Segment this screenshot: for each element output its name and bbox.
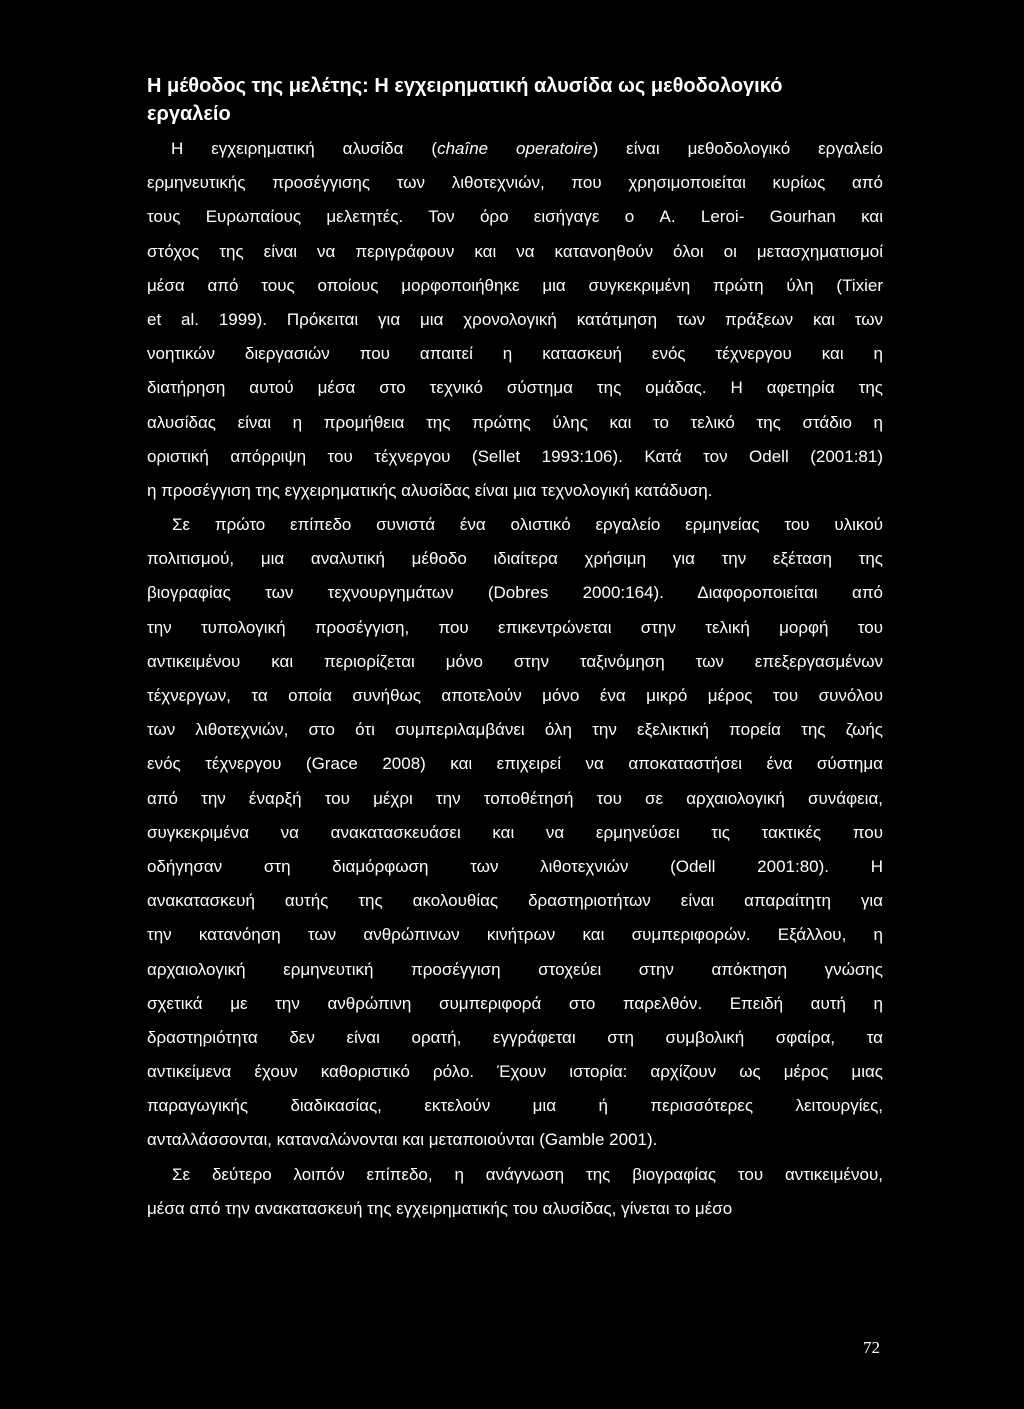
text-line: δραστηριότητα δεν είναι ορατή, εγγράφεται στη συμβολική σφαίρα, τα [147,1027,883,1047]
text-line: μέσα από την ανακατασκευή της εγχειρηματικής του αλυσίδας, γίνεται το μέσο [147,1198,733,1218]
paragraph-1 [147,132,883,508]
text-line: Η εγχειρηματική αλυσίδα (chaîne operatoire) είναι μεθοδολογικό εργαλείο [171,139,883,158]
text-line: συγκεκριμένα να ανακατασκευάσει και να ερμηνεύσει τις τακτικές που [147,822,883,842]
paragraph-2 [147,508,883,1158]
text-line: των λιθοτεχνιών, στο ότι συμπεριλαμβάνει όλη την εξελικτική πορεία της ζωής [147,720,883,740]
text-line: ανακατασκευή αυτής της ακολουθίας δραστηριοτήτων είναι απαραίτητη για [147,891,883,911]
text-line: οριστική απόρριψη του τέχνεργου (Sellet 1993:106). Κατά τον Odell (2001:81) [147,446,883,466]
text-line: ενός τέχνεργου (Grace 2008) και επιχειρεί να αποκαταστήσει ένα σύστημα [147,754,883,774]
text-line: τους Ευρωπαίους μελετητές. Τον όρο εισήγαγε ο A. Leroi- Gourhan και [147,207,883,227]
italic-term: chaîne operatoire [437,139,593,158]
text-line: τέχνεργων, τα οποία συνήθως αποτελούν μόνο ένα μικρό μέρος του συνόλου [147,686,883,705]
text-line: από την έναρξή του μέχρι την τοποθέτησή του σε αρχαιολογική συνάφεια, [147,788,883,808]
text-line: βιογραφίας των τεχνουργημάτων (Dobres 2000:164). Διαφοροποιείται από [147,583,883,603]
text-line: ανταλλάσσονται, καταναλώνονται και μεταποιούνται (Gamble 2001). [147,1130,658,1150]
document-body [147,72,883,1226]
text-line: αρχαιολογική ερμηνευτική προσέγγιση στοχεύει στην απόκτηση γνώσης [147,959,883,979]
text-line: οδήγησαν στη διαμόρφωση των λιθοτεχνιών (Odell 2001:80). Η [147,856,883,876]
text-line: νοητικών διεργασιών που απαιτεί η κατασκευή ενός τέχνεργου και η [147,344,883,364]
text-line: Σε πρώτο επίπεδο συνιστά ένα ολιστικό εργαλείο ερμηνείας του υλικού [172,515,883,535]
heading-line-1: Η μέθοδος της μελέτης: Η εγχειρηματική αλυσίδα ως μεθοδολογικό [147,75,783,97]
text-line: πολιτισμού, μια αναλυτική μέθοδο ιδιαίτερα χρήσιμη για την εξέταση της [147,549,883,569]
text-line: μέσα από τους οποίους μορφοποιήθηκε μια συγκεκριμένη πρώτη ύλη (Tixier [147,275,883,295]
text-line: αντικείμενα έχουν καθοριστικό ρόλο. Έχουν ιστορία: αρχίζουν ως μέρος μιας [147,1062,883,1082]
text-line: ερμηνευτικής προσέγγισης των λιθοτεχνιών, που χρησιμοποιείται κυρίως από [147,173,883,193]
text-line: η προσέγγιση της εγχειρηματικής αλυσίδας είναι μια τεχνολογική κατάδυση. [147,480,713,500]
text-line: στόχος της είναι να περιγράφουν και να κατανοηθούν όλοι οι μετασχηματισμοί [147,241,883,261]
paragraph-3 [147,1158,883,1226]
page-number: 72 [863,1338,880,1357]
text-line: παραγωγικής διαδικασίας, εκτελούν μια ή περισσότερες λειτουργίες, [147,1096,883,1116]
text-line: Σε δεύτερο λοιπόν επίπεδο, η ανάγνωση της βιογραφίας του αντικειμένου, [172,1164,883,1184]
text-line: αλυσίδας είναι η προμήθεια της πρώτης ύλης και το τελικό της στάδιο η [147,412,883,432]
text-line: αντικειμένου και περιορίζεται μόνο στην ταξινόμηση των επεξεργασμένων [147,651,883,671]
text-line: την κατανόηση των ανθρώπινων κινήτρων και συμπεριφορών. Εξάλλου, η [147,925,883,945]
heading-line-2: εργαλείο [147,103,231,125]
text-line: et al. 1999). Πρόκειται για μια χρονολογική κατάτμηση των πράξεων και των [147,309,883,329]
text-line: την τυπολογική προσέγγιση, που επικεντρώνεται στην τελική μορφή του [147,617,883,637]
text-line: σχετικά με την ανθρώπινη συμπεριφορά στο παρελθόν. Επειδή αυτή η [147,993,883,1013]
text-line: διατήρηση αυτού μέσα στο τεχνικό σύστημα της ομάδας. Η αφετηρία της [147,378,883,398]
section-heading [147,72,883,128]
